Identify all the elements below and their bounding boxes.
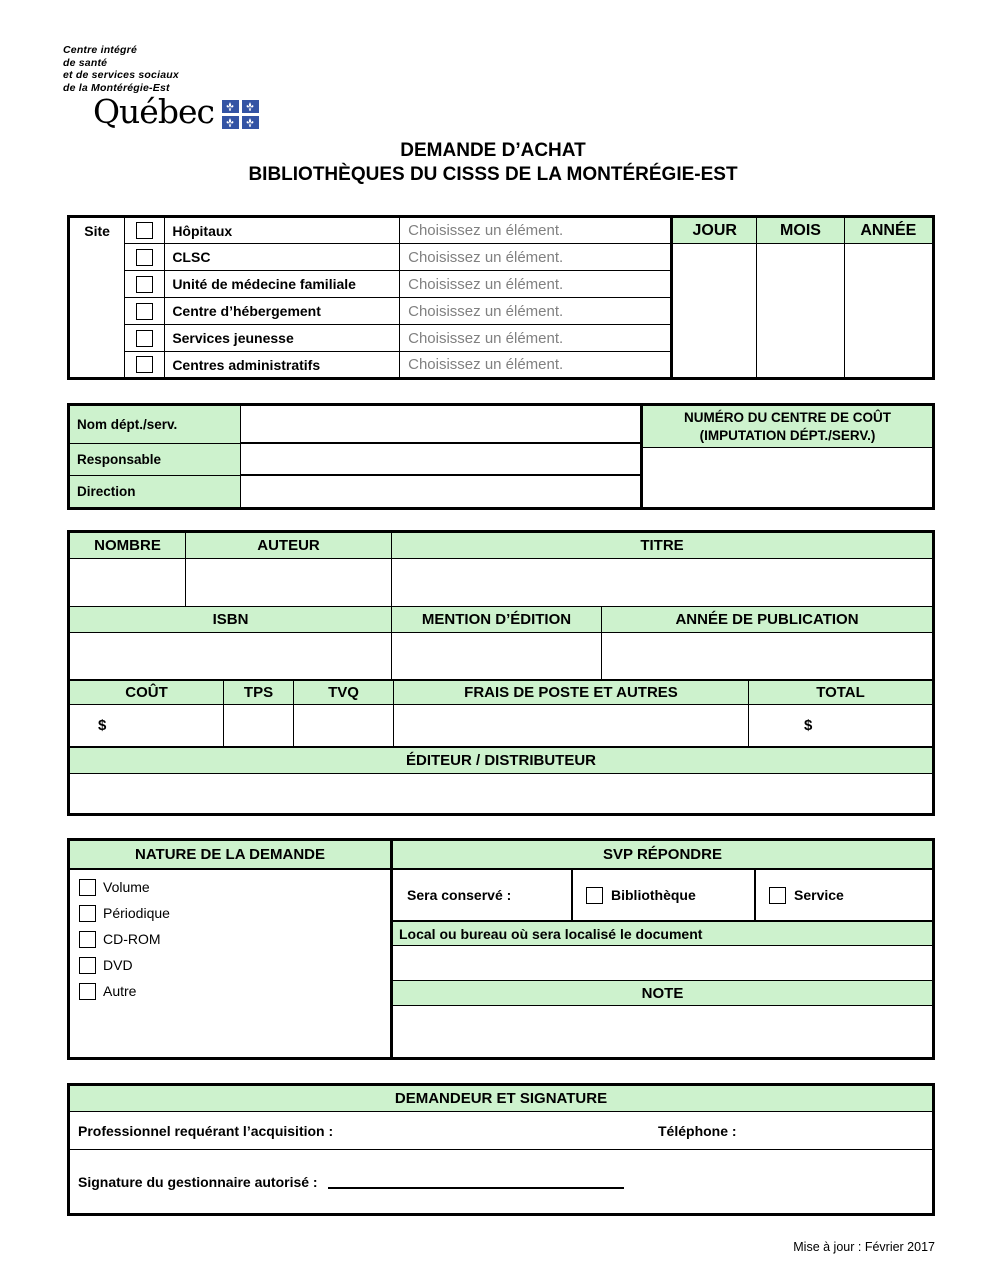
demandeur-signature-header: DEMANDEUR ET SIGNATURE [70,1086,932,1112]
checkbox-administratifs[interactable] [136,356,153,373]
page-title [0,139,986,187]
signature-line[interactable] [328,1174,624,1189]
responsable-label: Responsable [70,444,241,476]
option-periodique [79,900,390,926]
nombre-header: NOMBRE [70,533,186,558]
last-updated-note: Mise à jour : Février 2017 [793,1240,935,1254]
checkbox-clsc[interactable] [136,249,153,266]
checkbox-umf[interactable] [136,276,153,293]
cout-input[interactable]: $ [70,705,224,746]
local-bureau-header: Local ou bureau où sera localisé le document [393,922,932,946]
site-column-label: Site [69,217,125,379]
svp-repondre-header: SVP RÉPONDRE [393,841,932,870]
total-header: TOTAL [749,681,932,704]
jour-header: JOUR [672,217,757,244]
checkbox-cdrom[interactable] [79,931,96,948]
sera-conserve-label: Sera conservé : [393,870,573,920]
mention-edition-input[interactable] [392,633,602,679]
total-input[interactable]: $ [804,717,813,734]
note-header: NOTE [393,981,932,1006]
nature-header: NATURE DE LA DEMANDE [70,841,390,870]
dropdown-hebergement[interactable]: Choisissez un élément. [400,298,672,325]
cost-center-input[interactable] [643,448,932,507]
option-dvd [79,952,390,978]
page-title-line1: DEMANDE D’ACHAT [400,140,586,161]
mention-edition-header: MENTION D’ÉDITION [392,607,602,632]
option-volume-label: Volume [103,879,150,895]
dept-name-label: Nom dépt./serv. [70,406,241,444]
org-name [63,44,259,94]
checkbox-service[interactable] [769,887,786,904]
checkbox-jeunesse[interactable] [136,330,153,347]
site-row-label: CLSC [165,244,400,271]
site-row-label: Hôpitaux [165,217,400,244]
option-cdrom-label: CD-ROM [103,931,161,947]
annee-input[interactable] [844,244,933,379]
page-title-line2: BIBLIOTHÈQUES DU CISSS DE LA MONTÉRÉGIE-EST [248,164,738,185]
local-bureau-input[interactable] [393,946,932,981]
option-volume [79,874,390,900]
checkbox-hopitaux[interactable] [136,222,153,239]
direction-input[interactable] [241,476,640,507]
frais-poste-header: FRAIS DE POSTE ET AUTRES [394,681,749,704]
note-input[interactable] [393,1006,932,1057]
isbn-header: ISBN [70,607,392,632]
responsable-input[interactable] [241,444,640,476]
frais-poste-input[interactable] [394,705,749,746]
telephone-label: Téléphone : [658,1122,737,1139]
item-table [67,530,935,816]
annee-publication-header: ANNÉE DE PUBLICATION [602,607,932,632]
checkbox-hebergement[interactable] [136,303,153,320]
dept-name-input[interactable] [241,406,640,444]
titre-input[interactable] [392,559,932,606]
editeur-distributeur-input[interactable] [70,774,932,813]
org-name-line: et de services sociaux [63,69,179,81]
auteur-input[interactable] [186,559,392,606]
professionnel-label: Professionnel requérant l’acquisition : [78,1122,334,1139]
nature-repondre-table [67,838,935,1060]
site-row-label: Centres administratifs [165,352,400,379]
org-name-line: de santé [63,56,108,69]
org-name-line: de la Montérégie-Est [63,81,170,94]
site-date-table [67,215,935,380]
mois-header: MOIS [757,217,844,244]
tps-input[interactable] [224,705,294,746]
signature-gestionnaire-label: Signature du gestionnaire autorisé : [78,1173,318,1190]
checkbox-volume[interactable] [79,879,96,896]
quebec-wordmark: Québec [93,92,214,131]
checkbox-autre[interactable] [79,983,96,1000]
option-bibliotheque [573,870,756,920]
site-row-label: Unité de médecine familiale [165,271,400,298]
mois-input[interactable] [757,244,844,379]
tps-header: TPS [224,681,294,704]
direction-label: Direction [70,476,241,507]
org-name-line: Centre intégré [63,44,137,56]
option-autre [79,978,390,1004]
option-service [756,870,932,920]
option-periodique-label: Périodique [103,905,170,921]
jour-input[interactable] [672,244,757,379]
checkbox-bibliotheque[interactable] [586,887,603,904]
department-table [67,403,935,510]
dropdown-hopitaux[interactable]: Choisissez un élément. [400,217,672,244]
dropdown-jeunesse[interactable]: Choisissez un élément. [400,325,672,352]
cost-center-header [643,406,932,448]
annee-header: ANNÉE [844,217,933,244]
cout-header: COÛT [70,681,224,704]
option-service-label: Service [794,887,844,903]
dropdown-clsc[interactable]: Choisissez un élément. [400,244,672,271]
isbn-input[interactable] [70,633,392,679]
option-bibliotheque-label: Bibliothèque [611,887,696,903]
option-autre-label: Autre [103,983,137,999]
tvq-input[interactable] [294,705,394,746]
editeur-distributeur-header: ÉDITEUR / DISTRIBUTEUR [70,748,932,773]
nombre-input[interactable] [70,559,186,606]
titre-header: TITRE [392,533,932,558]
dropdown-umf[interactable]: Choisissez un élément. [400,271,672,298]
annee-publication-input[interactable] [602,633,932,679]
cisss-quebec-logo [63,44,259,129]
cost-center-header-line1: NUMÉRO DU CENTRE DE COÛT [683,409,891,425]
signature-table [67,1083,935,1216]
auteur-header: AUTEUR [186,533,392,558]
checkbox-periodique[interactable] [79,905,96,922]
tvq-header: TVQ [294,681,394,704]
site-row-label: Services jeunesse [165,325,400,352]
cost-center-header-line2: (IMPUTATION DÉPT./SERV.) [699,427,876,443]
dropdown-administratifs[interactable]: Choisissez un élément. [400,352,672,379]
checkbox-dvd[interactable] [79,957,96,974]
quebec-flag-icon [222,100,259,129]
site-row-label: Centre d’hébergement [165,298,400,325]
option-cdrom [79,926,390,952]
option-dvd-label: DVD [103,957,133,973]
